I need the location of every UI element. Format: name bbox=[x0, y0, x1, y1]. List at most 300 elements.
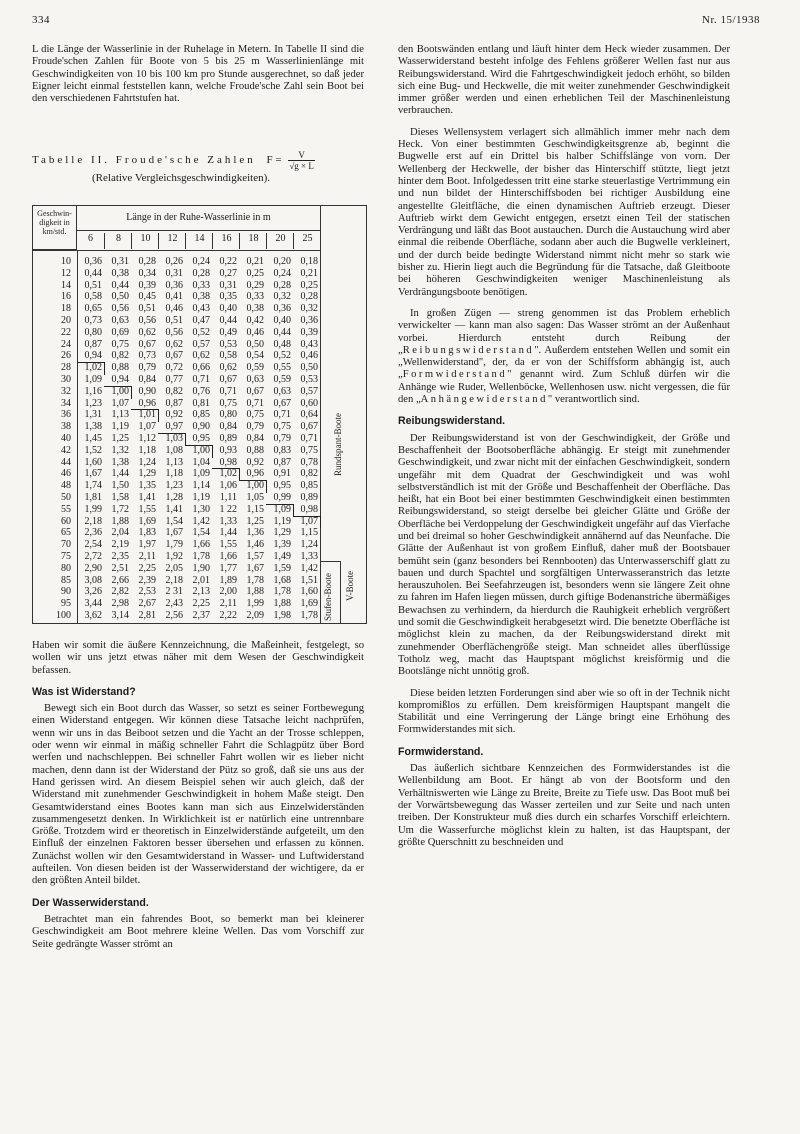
froude-cell: 0,36 bbox=[165, 279, 183, 291]
froude-cell: 1,50 bbox=[111, 480, 129, 492]
froude-cell: 1,60 bbox=[300, 586, 318, 598]
froude-cell: 3,44 bbox=[84, 598, 102, 610]
paragraph-forderungen: Diese beiden letzten Forderungen sind aber wie so oft in der Technik nicht kompromißlos zu erfüllen. Dem kreisförmigen Hauptspant mangelt die Stabilität und eine Verringerung der Länge bringt eine Erhöhung des Formwiderstandes mit sich. bbox=[398, 687, 730, 736]
froude-cell: 2,37 bbox=[192, 610, 210, 621]
froude-cell: 0,69 bbox=[111, 326, 129, 338]
froude-cell: 0,88 bbox=[111, 362, 129, 374]
froude-cell: 1,44 bbox=[219, 527, 237, 539]
froude-cell: 0,87 bbox=[273, 456, 291, 468]
froude-cell: 0,46 bbox=[165, 303, 183, 315]
froude-cell: 2,36 bbox=[84, 527, 102, 539]
heading-formwiderstand: Formwiderstand. bbox=[398, 745, 484, 758]
length-header: 10 bbox=[131, 233, 159, 249]
froude-cell: 2,72 bbox=[84, 551, 102, 562]
froude-cell: 0,99 bbox=[273, 492, 291, 503]
froude-cell: 1,04 bbox=[192, 456, 210, 468]
froude-cell: 0,67 bbox=[165, 350, 183, 362]
froude-cell: 0,62 bbox=[192, 350, 210, 362]
froude-cell: 0,25 bbox=[300, 279, 318, 291]
paragraph-widerstand: Bewegt sich ein Boot durch das Wasser, so setzt es seiner Fortbewegung einen Widerstand entgegen. Wir können diese Tatsache leicht nachprüfen, wenn wir uns in das Beiboot setzen und die Yacht an der Trosse schleppen, oder wenn wir einmal in mäßig schneller Fahrt die Schlagpütz über Bord werfen und nachschleppen. Bei schneller Fahrt wollen wir es lieber nicht machen, denn dann ist der Widerstand der Pütz so groß, daß sie uns aus der Hand gerissen wird. An diesem Beispiel sehen wir auch gleich, daß der Widerstand mit zunehmender Geschwindigkeit in hohem Maße steigt. Den Gesamtwiderstand eines Bootes kann man sich aus Einzelwiderständen zusammengesetzt denken. In Wirklichkeit ist er natürlich eine untrennbare Größe. Trotzdem wird er theoretisch in Einzelwiderstände aufgeteilt, um den Einfluß der einzelnen Faktoren besser übersehen und erfassen zu können. Zunächst wollen wir den Gesamtwiderstand in Wasser- und Luftwiderstand aufteilen. Von diesen beiden ist der Wasserwiderstand der wichtigere, da er den größten Anteil bildet. bbox=[32, 703, 364, 887]
froude-cell: 1,19 bbox=[111, 421, 129, 433]
froude-cell: 1,42 bbox=[300, 562, 318, 574]
froude-cell: 1,74 bbox=[84, 480, 102, 492]
froude-cell: 0,42 bbox=[246, 315, 264, 326]
froude-cell: 0,73 bbox=[138, 350, 156, 362]
length-header: 25 bbox=[293, 233, 321, 249]
froude-cell: 0,59 bbox=[246, 362, 264, 374]
froude-cell: 0,51 bbox=[165, 315, 183, 326]
froude-cell: 2,25 bbox=[192, 598, 210, 610]
froude-cell: 1,55 bbox=[219, 539, 237, 551]
froude-cell: 0,75 bbox=[111, 338, 129, 350]
froude-cell: 0,92 bbox=[246, 456, 264, 468]
froude-cell: 0,77 bbox=[165, 374, 183, 385]
froude-cell: 0,41 bbox=[165, 291, 183, 303]
left-column-bottom bbox=[32, 640, 364, 960]
froude-cell: 0,44 bbox=[273, 326, 291, 338]
froude-cell: 0,33 bbox=[192, 279, 210, 291]
froude-cell: 1,55 bbox=[138, 503, 156, 515]
froude-cell: 1,69 bbox=[138, 515, 156, 527]
froude-cell: 1,24 bbox=[300, 539, 318, 551]
froude-cell: 1,07 bbox=[300, 515, 318, 527]
froude-cell: 1,67 bbox=[84, 468, 102, 480]
froude-cell: 0,50 bbox=[300, 362, 318, 374]
froude-cell: 1,02 bbox=[84, 362, 102, 374]
froude-cell: 0,94 bbox=[111, 374, 129, 385]
froude-cell: 2,22 bbox=[219, 610, 237, 621]
froude-cell: 1,19 bbox=[192, 492, 210, 503]
froude-cell: 1,02 bbox=[219, 468, 237, 480]
froude-cell: 1,25 bbox=[246, 515, 264, 527]
froude-cell: 1,05 bbox=[246, 492, 264, 503]
speed-cell: 36 bbox=[61, 409, 71, 421]
speed-cell: 22 bbox=[61, 326, 71, 338]
staircase-marker bbox=[104, 386, 132, 399]
table-caption-title: Tabelle II. Froude'sche Zahlen bbox=[32, 154, 256, 167]
froude-cell: 0,93 bbox=[219, 444, 237, 456]
froude-cell: 1,88 bbox=[246, 586, 264, 598]
formula-numerator: V bbox=[288, 150, 315, 161]
froude-cell: 0,92 bbox=[165, 409, 183, 421]
froude-cell: 1,54 bbox=[192, 527, 210, 539]
froude-cell: 0,87 bbox=[84, 338, 102, 350]
speed-cell: 38 bbox=[61, 421, 71, 433]
froude-cell: 2,13 bbox=[192, 586, 210, 598]
speed-cell: 60 bbox=[61, 515, 71, 527]
froude-cell: 1,49 bbox=[273, 551, 291, 562]
froude-cell: 1,79 bbox=[165, 539, 183, 551]
froude-cell: 2,11 bbox=[138, 551, 156, 562]
staircase-marker bbox=[212, 468, 240, 481]
froude-cell: 1,46 bbox=[246, 539, 264, 551]
froude-cell: 0,22 bbox=[219, 256, 237, 267]
staircase-marker bbox=[293, 516, 321, 529]
froude-cell: 0,96 bbox=[246, 468, 264, 480]
froude-cell: 0,55 bbox=[273, 362, 291, 374]
froude-cell: 0,31 bbox=[111, 256, 129, 267]
froude-cell: 0,56 bbox=[138, 315, 156, 326]
right-column bbox=[398, 44, 730, 858]
froude-cell: 1,41 bbox=[138, 492, 156, 503]
froude-cell: 0,63 bbox=[111, 315, 129, 326]
froude-cell: 1,41 bbox=[165, 503, 183, 515]
speed-cell: 48 bbox=[61, 480, 71, 492]
froude-cell: 0,63 bbox=[273, 385, 291, 397]
froude-cell: 0,35 bbox=[219, 291, 237, 303]
froude-cell: 0,82 bbox=[111, 350, 129, 362]
froude-cell: 1,23 bbox=[165, 480, 183, 492]
froude-cell: 2,00 bbox=[219, 586, 237, 598]
staircase-marker bbox=[239, 480, 267, 493]
heading-reibungswiderstand: Reibungswiderstand. bbox=[398, 415, 506, 428]
speed-cell: 44 bbox=[61, 456, 71, 468]
froude-cell: 1,29 bbox=[273, 527, 291, 539]
label-v-boote: V-Boote bbox=[345, 570, 355, 601]
froude-cell: 0,62 bbox=[138, 326, 156, 338]
froude-cell: 2,56 bbox=[165, 610, 183, 621]
froude-cell: 0,33 bbox=[246, 291, 264, 303]
length-header: 8 bbox=[104, 233, 132, 249]
label-stufen-boote: Stufen-Boote bbox=[323, 573, 333, 621]
froude-cell: 1,09 bbox=[273, 503, 291, 515]
length-header: 16 bbox=[212, 233, 240, 249]
froude-cell: 2,54 bbox=[84, 539, 102, 551]
froude-cell: 0,79 bbox=[273, 433, 291, 444]
paragraph-kennzeichnung: Haben wir somit die äußere Kennzeichnung, die Maßeinheit, festgelegt, so wollen wir uns jetzt etwas näher mit dem Wesen der Geschwindigkeit befassen. bbox=[32, 640, 364, 676]
froude-cell: 0,73 bbox=[84, 315, 102, 326]
froude-cell: 0,67 bbox=[300, 421, 318, 433]
froude-cell: 0,40 bbox=[273, 315, 291, 326]
froude-cell: 0,75 bbox=[246, 409, 264, 421]
froude-cell: 2,90 bbox=[84, 562, 102, 574]
froude-cell: 0,31 bbox=[165, 267, 183, 279]
froude-cell: 0,52 bbox=[273, 350, 291, 362]
froude-cell: 1,90 bbox=[192, 562, 210, 574]
speed-cell: 50 bbox=[61, 492, 71, 503]
froude-cell: 0,97 bbox=[165, 421, 183, 433]
paragraph-bootswaende: den Bootswänden entlang und läuft hinter dem Heck wieder zusammen. Der Wasserwiderstand besteht infolge des Fehlens größerer Wellen fast nur aus Reibungswiderstand. Wird die Fahrtgeschwindigkeit jedoch erhöht, so bilden sich eine Bug- und Heckwelle, die mit weiter zunehmender Geschwindigkeit immer größer werden und einen erheblichen Teil der Maschinenleistung verbrauchen. bbox=[398, 44, 730, 117]
froude-cell: 0,98 bbox=[219, 456, 237, 468]
froude-cell: 1,14 bbox=[192, 480, 210, 492]
froude-cell: 2,04 bbox=[111, 527, 129, 539]
length-header: 12 bbox=[158, 233, 186, 249]
froude-cell: 0,79 bbox=[138, 362, 156, 374]
froude-cell: 3,26 bbox=[84, 586, 102, 598]
froude-cell: 0,60 bbox=[300, 397, 318, 409]
table-caption-subtitle: (Relative Vergleichsgeschwindigkeiten). bbox=[92, 172, 270, 184]
froude-cell: 0,89 bbox=[219, 433, 237, 444]
froude-cell: 1,39 bbox=[273, 539, 291, 551]
speed-cell: 18 bbox=[61, 303, 71, 315]
speed-cell: 24 bbox=[61, 338, 71, 350]
froude-cell: 0,32 bbox=[273, 291, 291, 303]
froude-cell: 0,46 bbox=[246, 326, 264, 338]
formula-denominator: √g × L bbox=[289, 161, 314, 171]
froude-cell: 0,45 bbox=[138, 291, 156, 303]
froude-cell: 0,51 bbox=[138, 303, 156, 315]
froude-cell: 0,32 bbox=[300, 303, 318, 315]
froude-cell: 0,84 bbox=[138, 374, 156, 385]
froude-cell: 0,28 bbox=[273, 279, 291, 291]
speed-cell: 95 bbox=[61, 598, 71, 610]
froude-cell: 1,03 bbox=[165, 433, 183, 444]
heading-widerstand: Was ist Widerstand? bbox=[32, 685, 136, 698]
froude-cell: 0,84 bbox=[246, 433, 264, 444]
issue-number: Nr. 15/1938 bbox=[702, 14, 761, 26]
froude-cell: 0,66 bbox=[192, 362, 210, 374]
froude-cell: 1,31 bbox=[84, 409, 102, 421]
froude-cell: 2,18 bbox=[84, 515, 102, 527]
speed-cell: 34 bbox=[61, 397, 71, 409]
speed-cell: 32 bbox=[61, 385, 71, 397]
froude-cell: 1,59 bbox=[273, 562, 291, 574]
speed-cell: 10 bbox=[61, 256, 71, 267]
froude-cell: 0,52 bbox=[192, 326, 210, 338]
paragraph-formwiderstand: Das äußerlich sichtbare Kennzeichen des Formwiderstandes ist die Wellenbildung am Boot. Er hängt ab von der Bootsform und den Verhältniswerten wie Länge zu Breite, Breite zu Tiefe usw. Das Boot muß bei der Vorwärtsbewegung das Wasser zerteilen und zur Seite und nach unten treiben. Der Konstrukteur muß dies durch ein scharfes Vorschiff erleichtern. Um die Wasserfurche möglichst klein zu halten, ist das Hauptspant, der größte Querschnitt zu beschneiden und bbox=[398, 763, 730, 848]
speed-cell: 100 bbox=[56, 610, 71, 621]
froude-cell: 0,43 bbox=[192, 303, 210, 315]
length-header: 18 bbox=[239, 233, 267, 249]
froude-cell: 0,67 bbox=[246, 385, 264, 397]
froude-cell: 3,08 bbox=[84, 574, 102, 586]
froude-cell: 2,53 bbox=[138, 586, 156, 598]
froude-cell: 1,01 bbox=[138, 409, 156, 421]
froude-cell: 0,53 bbox=[219, 338, 237, 350]
froude-cell: 1,57 bbox=[246, 551, 264, 562]
froude-cell: 1,13 bbox=[165, 456, 183, 468]
froude-cell: 0,82 bbox=[165, 385, 183, 397]
froude-cell: 0,67 bbox=[273, 397, 291, 409]
froude-cell: 1,83 bbox=[138, 527, 156, 539]
speed-cell: 70 bbox=[61, 539, 71, 551]
froude-cell: 0,34 bbox=[138, 267, 156, 279]
speed-cell: 40 bbox=[61, 433, 71, 444]
froude-cell: 1,78 bbox=[300, 610, 318, 621]
froude-cell: 1,58 bbox=[111, 492, 129, 503]
froude-cell: 2,51 bbox=[111, 562, 129, 574]
froude-cell: 0,46 bbox=[300, 350, 318, 362]
froude-cell: 0,26 bbox=[165, 256, 183, 267]
speed-cell: 42 bbox=[61, 444, 71, 456]
froude-table bbox=[32, 205, 367, 624]
froude-cell: 0,24 bbox=[192, 256, 210, 267]
froude-cell: 2,19 bbox=[111, 539, 129, 551]
froude-cell: 0,53 bbox=[300, 374, 318, 385]
speed-cell: 75 bbox=[61, 551, 71, 562]
froude-cell: 1,11 bbox=[219, 492, 237, 503]
froude-cell: 0,51 bbox=[84, 279, 102, 291]
froude-cell: 1,72 bbox=[111, 503, 129, 515]
froude-cell: 2,25 bbox=[138, 562, 156, 574]
speed-cell: 20 bbox=[61, 315, 71, 326]
froude-cell: 0,58 bbox=[84, 291, 102, 303]
froude-cell: 1,28 bbox=[165, 492, 183, 503]
froude-cell: 0,39 bbox=[138, 279, 156, 291]
froude-cell: 1,07 bbox=[111, 397, 129, 409]
froude-cell: 1,30 bbox=[192, 503, 210, 515]
froude-cell: 1 22 bbox=[219, 503, 237, 515]
froude-cell: 0,36 bbox=[300, 315, 318, 326]
froude-cell: 0,91 bbox=[273, 468, 291, 480]
froude-cell: 1,81 bbox=[84, 492, 102, 503]
froude-cell: 0,40 bbox=[219, 303, 237, 315]
length-header: 14 bbox=[185, 233, 213, 249]
froude-cell: 3,62 bbox=[84, 610, 102, 621]
table-corner-label: Geschwin-digkeit in km/std. bbox=[33, 206, 77, 250]
froude-cell: 0,49 bbox=[219, 326, 237, 338]
table-caption bbox=[32, 150, 365, 185]
froude-cell: 1,97 bbox=[138, 539, 156, 551]
froude-cell: 1,12 bbox=[138, 433, 156, 444]
formula-fraction bbox=[288, 150, 315, 171]
froude-cell: 1,29 bbox=[138, 468, 156, 480]
froude-cell: 2,01 bbox=[192, 574, 210, 586]
froude-cell: 1,09 bbox=[84, 374, 102, 385]
froude-cell: 1,08 bbox=[165, 444, 183, 456]
froude-cell: 1,78 bbox=[192, 551, 210, 562]
froude-cell: 1,38 bbox=[84, 421, 102, 433]
froude-cell: 0,83 bbox=[273, 444, 291, 456]
froude-cell: 1,33 bbox=[219, 515, 237, 527]
froude-cell: 2,66 bbox=[111, 574, 129, 586]
paragraph-reibungswiderstand: Der Reibungswiderstand ist von der Geschwindigkeit, der Größe und Beschaffenheit der Bootsoberfläche abhängig. Er steigt mit zunehmender Geschwindigkeit, und zwar nicht mit der einfachen Geschwindigkeit, sondern ungefähr mit dem Quadrat der Geschwindigkeit und was wohl selbstverständlich ist mit der Größe und Beschaffenheit der Oberfläche. Das heißt, hat ein Boot bei einer bestimmten Geschwindigkeit einen bestimmten Reibungswiderstand, so steigt derselbe bei gleicher Glätte und Größe der Oberfläche bei Verdoppelung der Geschwindigkeit ungefähr auf das Vierfache und bei dreimal so hoher Geschwindigkeit annähernd auf das Neunfache. Die Glätte der Außenhaut ist von großem Einfluß, daher muß der Bootsbauer bemüht sein (ganz besonders bei Rennbooten) das Unterwasserschiff glatt zu bauen und durch Spachtel und sorgfältigen Unterwasseranstrich das letzte herauszuholen. Bei Seefahrzeugen ist, besonders wenn sie längere Zeit ohne zu fahren im Hafen liegen müssen, durch giftige Bodenanstriche übermäßiges Bewachsen zu verhindern, da hierdurch die Rauhigkeit erheblich vergrößert und somit die Geschwindigkeit herabgesetzt wird. Die benetzte Oberfläche ist möglichst klein zu machen, da der Reibungswiderstand direkt mit zunehmender Oberflächengröße steigt. Man schneidet alles überflüssige Totholz weg, macht das Hauptspant möglichst kreisförmig und die Bootslänge nicht unnötig groß. bbox=[398, 432, 730, 678]
speed-cell: 12 bbox=[61, 267, 71, 279]
froude-cell: 0,72 bbox=[165, 362, 183, 374]
froude-cell: 1,00 bbox=[192, 444, 210, 456]
speed-cell: 80 bbox=[61, 562, 71, 574]
froude-cell: 0,95 bbox=[192, 433, 210, 444]
froude-cell: 1,69 bbox=[300, 598, 318, 610]
froude-cell: 0,36 bbox=[273, 303, 291, 315]
paragraph-wasserwiderstand: Betrachtet man ein fahrendes Boot, so bemerkt man bei kleinerer Geschwindigkeit am Boot mehrere kleine Wellen. Das vom Vorschiff zur Seite gedrängte Wasser strömt an bbox=[32, 913, 364, 950]
froude-cell: 0,50 bbox=[246, 338, 264, 350]
froude-cell: 0,28 bbox=[138, 256, 156, 267]
froude-cell: 1,54 bbox=[165, 515, 183, 527]
froude-cell: 0,84 bbox=[219, 421, 237, 433]
froude-cell: 0,85 bbox=[192, 409, 210, 421]
length-header: 6 bbox=[88, 233, 93, 244]
froude-cell: 1,24 bbox=[138, 456, 156, 468]
speed-cell: 85 bbox=[61, 574, 71, 586]
froude-cell: 2,81 bbox=[138, 610, 156, 621]
froude-cell: 1,52 bbox=[84, 444, 102, 456]
froude-cell: 0,75 bbox=[300, 444, 318, 456]
froude-cell: 0,76 bbox=[192, 385, 210, 397]
froude-cell: 0,21 bbox=[300, 267, 318, 279]
froude-cell: 2,18 bbox=[165, 574, 183, 586]
froude-cell: 1,38 bbox=[111, 456, 129, 468]
froude-cell: 0,48 bbox=[273, 338, 291, 350]
froude-cell: 1,36 bbox=[246, 527, 264, 539]
staircase-marker bbox=[77, 362, 105, 375]
froude-cell: 0,44 bbox=[111, 279, 129, 291]
froude-cell: 1,25 bbox=[111, 433, 129, 444]
froude-cell: 0,28 bbox=[192, 267, 210, 279]
froude-cell: 0,44 bbox=[84, 267, 102, 279]
froude-cell: 1,16 bbox=[84, 385, 102, 397]
froude-cell: 0,38 bbox=[192, 291, 210, 303]
intro-paragraph: L die Länge der Wasserlinie in der Ruhelage in Metern. In Tabelle II sind die Froude'schen Zahlen für Boote von 5 bis 25 m Wasserlinienlänge mit Geschwindigkeiten von 10 bis 100 km pro Stunde ausgerechnet, so daß jeder Eigner leicht einmal feststellen kann, welche Froude'sche Zahl sein Boot bei den verschiedenen Fahrtstufen hat. bbox=[32, 44, 364, 105]
froude-cell: 1,88 bbox=[111, 515, 129, 527]
speed-cell: 46 bbox=[61, 468, 71, 480]
froude-cell: 0,62 bbox=[165, 338, 183, 350]
froude-cell: 0,90 bbox=[192, 421, 210, 433]
froude-cell: 1,07 bbox=[138, 421, 156, 433]
speed-cell: 30 bbox=[61, 374, 71, 385]
froude-cell: 0,57 bbox=[192, 338, 210, 350]
froude-cell: 0,25 bbox=[246, 267, 264, 279]
froude-cell: 0,24 bbox=[273, 267, 291, 279]
froude-cell: 1,67 bbox=[165, 527, 183, 539]
froude-cell: 0,71 bbox=[246, 397, 264, 409]
froude-cell: 2,82 bbox=[111, 586, 129, 598]
froude-cell: 1,09 bbox=[192, 468, 210, 480]
froude-cell: 0,78 bbox=[300, 456, 318, 468]
froude-cell: 0,29 bbox=[246, 279, 264, 291]
froude-cell: 0,85 bbox=[300, 480, 318, 492]
froude-cell: 0,64 bbox=[300, 409, 318, 421]
froude-cell: 1,00 bbox=[246, 480, 264, 492]
froude-cell: 0,36 bbox=[84, 256, 102, 267]
froude-cell: 0,38 bbox=[111, 267, 129, 279]
froude-cell: 1,23 bbox=[84, 397, 102, 409]
staircase-marker bbox=[158, 433, 186, 446]
froude-cell: 2,67 bbox=[138, 598, 156, 610]
froude-cell: 2,11 bbox=[219, 598, 237, 610]
froude-cell: 0,43 bbox=[300, 338, 318, 350]
froude-cell: 0,67 bbox=[219, 374, 237, 385]
froude-cell: 0,95 bbox=[273, 480, 291, 492]
froude-cell: 0,38 bbox=[246, 303, 264, 315]
froude-cell: 1,77 bbox=[219, 562, 237, 574]
froude-cell: 0,71 bbox=[192, 374, 210, 385]
froude-cell: 0,50 bbox=[111, 291, 129, 303]
froude-cell: 0,67 bbox=[138, 338, 156, 350]
froude-cell: 0,44 bbox=[219, 315, 237, 326]
froude-cell: 0,71 bbox=[273, 409, 291, 421]
froude-cell: 0,98 bbox=[300, 503, 318, 515]
table-span-header: Länge in der Ruhe-Wasserlinie in m bbox=[126, 212, 271, 223]
froude-cell: 1,99 bbox=[246, 598, 264, 610]
froude-cell: 0,80 bbox=[219, 409, 237, 421]
froude-cell: 0,54 bbox=[246, 350, 264, 362]
froude-cell: 2 31 bbox=[165, 586, 183, 598]
froude-cell: 0,90 bbox=[138, 385, 156, 397]
froude-cell: 0,57 bbox=[300, 385, 318, 397]
froude-cell: 2,98 bbox=[111, 598, 129, 610]
froude-cell: 0,87 bbox=[165, 397, 183, 409]
froude-cell: 1,42 bbox=[192, 515, 210, 527]
froude-cell: 1,78 bbox=[246, 574, 264, 586]
froude-cell: 1,06 bbox=[219, 480, 237, 492]
froude-cell: 0,79 bbox=[246, 421, 264, 433]
froude-cell: 0,28 bbox=[300, 291, 318, 303]
froude-cell: 3,14 bbox=[111, 610, 129, 621]
page-number: 334 bbox=[32, 14, 50, 26]
froude-cell: 1,00 bbox=[111, 385, 129, 397]
length-header: 20 bbox=[266, 233, 294, 249]
froude-cell: 1,18 bbox=[165, 468, 183, 480]
froude-cell: 0,75 bbox=[219, 397, 237, 409]
froude-cell: 1,15 bbox=[246, 503, 264, 515]
froude-cell: 1,66 bbox=[219, 551, 237, 562]
froude-cell: 1,66 bbox=[192, 539, 210, 551]
staircase-marker bbox=[266, 504, 294, 517]
froude-cell: 0,18 bbox=[300, 256, 318, 267]
speed-cell: 65 bbox=[61, 527, 71, 539]
froude-cell: 0,89 bbox=[300, 492, 318, 503]
